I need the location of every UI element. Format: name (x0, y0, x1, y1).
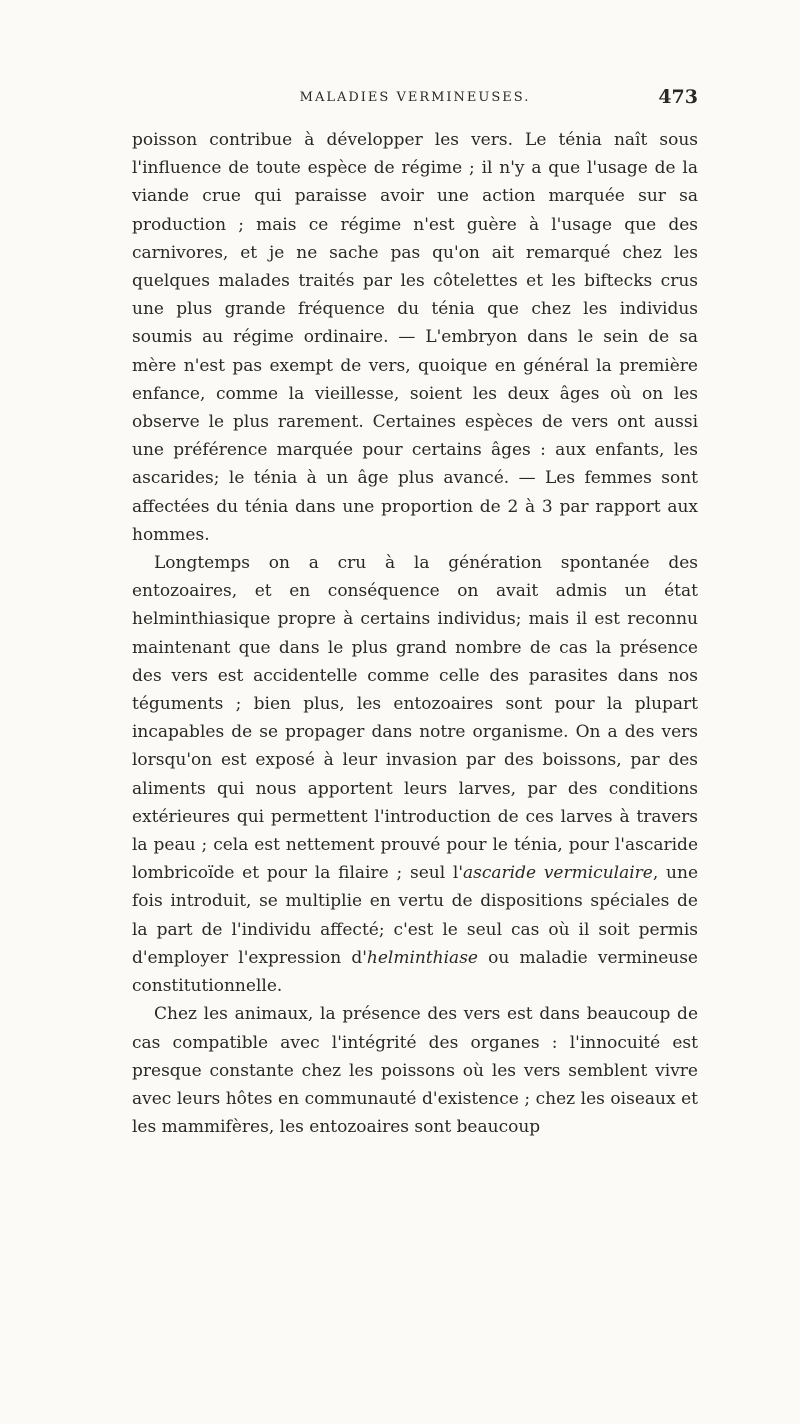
paragraph-animaux (132, 1000, 698, 1141)
running-title: MALADIES VERMINEUSES. (299, 90, 531, 105)
paragraph-helminthiase (132, 549, 698, 1000)
paragraph-2-text-c: ou maladie vermineuse constitutionnelle. (132, 947, 698, 997)
paragraph-continued (132, 126, 698, 549)
term-helminthiase: helminthiase (366, 947, 478, 968)
page-number: 473 (658, 86, 698, 108)
book-page (132, 86, 698, 1141)
running-head (132, 86, 698, 116)
paragraph-1-text: poisson contribue à développer les vers. Le ténia naît sous l'influence de toute espèce de régime ; il n'y a que l'usage de la viande crue qui paraisse avoir une action marquée sur sa production ; mais ce régime n'est guère à l'usage que des carnivores, et je ne sache pas qu'on ait remarqué chez les quelques malades traités par les côtelettes et les biftecks crus une plus grande fréquence du ténia que chez les individus soumis au régime ordinaire. — L'embryon dans le sein de sa mère n'est pas exempt de vers, quoique en général la première enfance, comme la vieillesse, soient les deux âges où on les observe le plus rarement. Certaines espèces de vers ont aussi une préférence marquée pour certains âges : aux enfants, les ascarides; le ténia à un âge plus avancé. — Les femmes sont affectées du ténia dans une proportion de 2 à 3 par rapport aux hommes. (132, 130, 698, 545)
page-body (132, 126, 698, 1141)
paragraph-2-text-a: Longtemps on a cru à la génération spontanée des entozoaires, et en conséquence on avait admis un état helminthiasique propre à certains individus; mais il est reconnu maintenant que dans le plus grand nombre de cas la présence des vers est accidentelle comme celle des parasites dans nos téguments ; bien plus, les entozoaires sont pour la plupart incapables de se propager dans notre organisme. On a des vers lorsqu'on est exposé à leur invasion par des boissons, par des aliments qui nous apportent leurs larves, par des conditions extérieures qui permettent l'introduction de ces larves à travers la peau ; cela est nettement prouvé pour le ténia, pour l'ascaride lombricoïde et pour la filaire ; seul l' (132, 553, 698, 884)
paragraph-3-text: Chez les animaux, la présence des vers est dans beaucoup de cas compatible avec l'intégrité des organes : l'innocuité est presque constante chez les poissons où les vers semblent vivre avec leurs hôtes en communauté d'existence ; chez les oiseaux et les mammifères, les entozoaires sont beaucoup (132, 1004, 698, 1138)
paragraph-2-text-b: , une fois introduit, se multiplie en vertu de dispositions spéciales de la part de l'individu affecté; c'est le seul cas où il soit permis d'employer l'expression d' (132, 863, 698, 968)
term-ascaride-vermiculaire: ascaride vermiculaire (463, 863, 653, 884)
